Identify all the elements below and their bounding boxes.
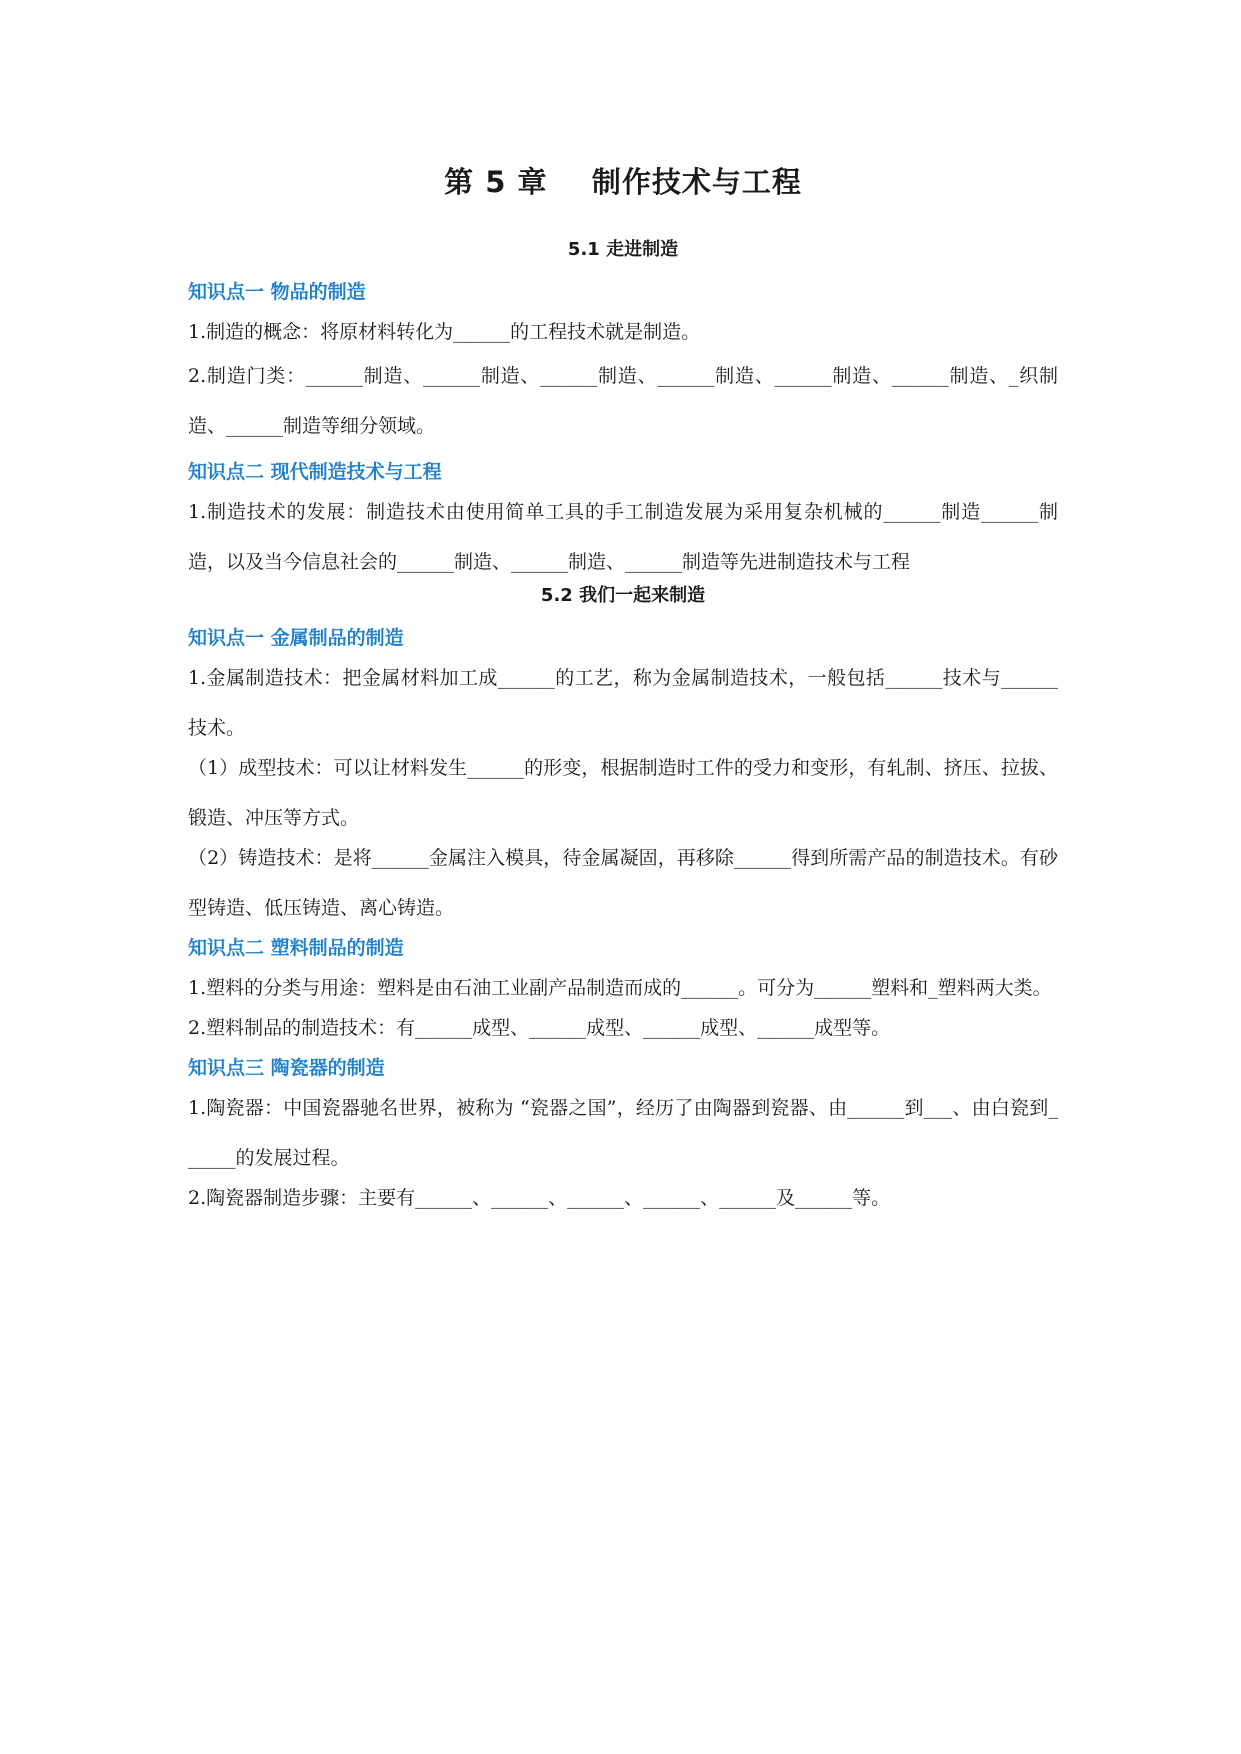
knowledge-point-heading: 知识点三 陶瓷器的制造: [188, 1057, 385, 1079]
paragraph: （1）成型技术：可以让材料发生______的形变，根据制造时工件的受力和变形，有轧制、挤压、拉拔、锻造、冲压等方式。: [188, 757, 1058, 829]
paragraph: （2）铸造技术：是将______金属注入模具，待金属凝固，再移除______得到所需产品的制造技术。有砂型铸造、低压铸造、离心铸造。: [188, 847, 1058, 919]
section-title: 5.1 走进制造: [567, 239, 679, 260]
section-title: 5.2 我们一起来制造: [540, 585, 706, 606]
knowledge-point-heading: 知识点一 物品的制造: [188, 281, 366, 303]
knowledge-point: [188, 933, 1058, 1053]
paragraph: 1.塑料的分类与用途：塑料是由石油工业副产品制造而成的______。可分为______塑料和_塑料两大类。: [188, 977, 1052, 999]
knowledge-point-heading: 知识点二 现代制造技术与工程: [188, 461, 442, 483]
document-page: [188, 160, 1058, 1223]
section-5-1: [188, 235, 1058, 587]
chapter-title: 第 5 章 制作技术与工程: [444, 165, 802, 199]
paragraph: 2.塑料制品的制造技术：有______成型、______成型、______成型、______成型等。: [188, 1017, 891, 1039]
paragraph: 1.陶瓷器：中国瓷器驰名世界，被称为 “瓷器之国”，经历了由陶器到瓷器、由______到___、由白瓷到______的发展过程。: [188, 1097, 1058, 1169]
paragraph: 1.金属制造技术：把金属材料加工成______的工艺，称为金属制造技术，一般包括______技术与______技术。: [188, 667, 1058, 739]
knowledge-point: [188, 1053, 1058, 1223]
knowledge-point-heading: 知识点一 金属制品的制造: [188, 627, 404, 649]
knowledge-point-heading: 知识点二 塑料制品的制造: [188, 937, 404, 959]
knowledge-point: [188, 457, 1058, 587]
paragraph: 1.制造技术的发展：制造技术由使用简单工具的手工制造发展为采用复杂机械的______制造______制造，以及当今信息社会的______制造、______制造、______制造等先进制造技术与工程: [188, 501, 1058, 573]
knowledge-point: [188, 623, 1058, 933]
paragraph: 2.制造门类：______制造、______制造、______制造、______制造、______制造、______制造、_织制造、______制造等细分领域。: [188, 365, 1058, 437]
knowledge-point: [188, 277, 1058, 451]
section-5-2: [188, 581, 1058, 1223]
paragraph: 2.陶瓷器制造步骤：主要有______、______、______、______、______及______等。: [188, 1187, 891, 1209]
paragraph: 1.制造的概念：将原材料转化为______的工程技术就是制造。: [188, 321, 701, 343]
